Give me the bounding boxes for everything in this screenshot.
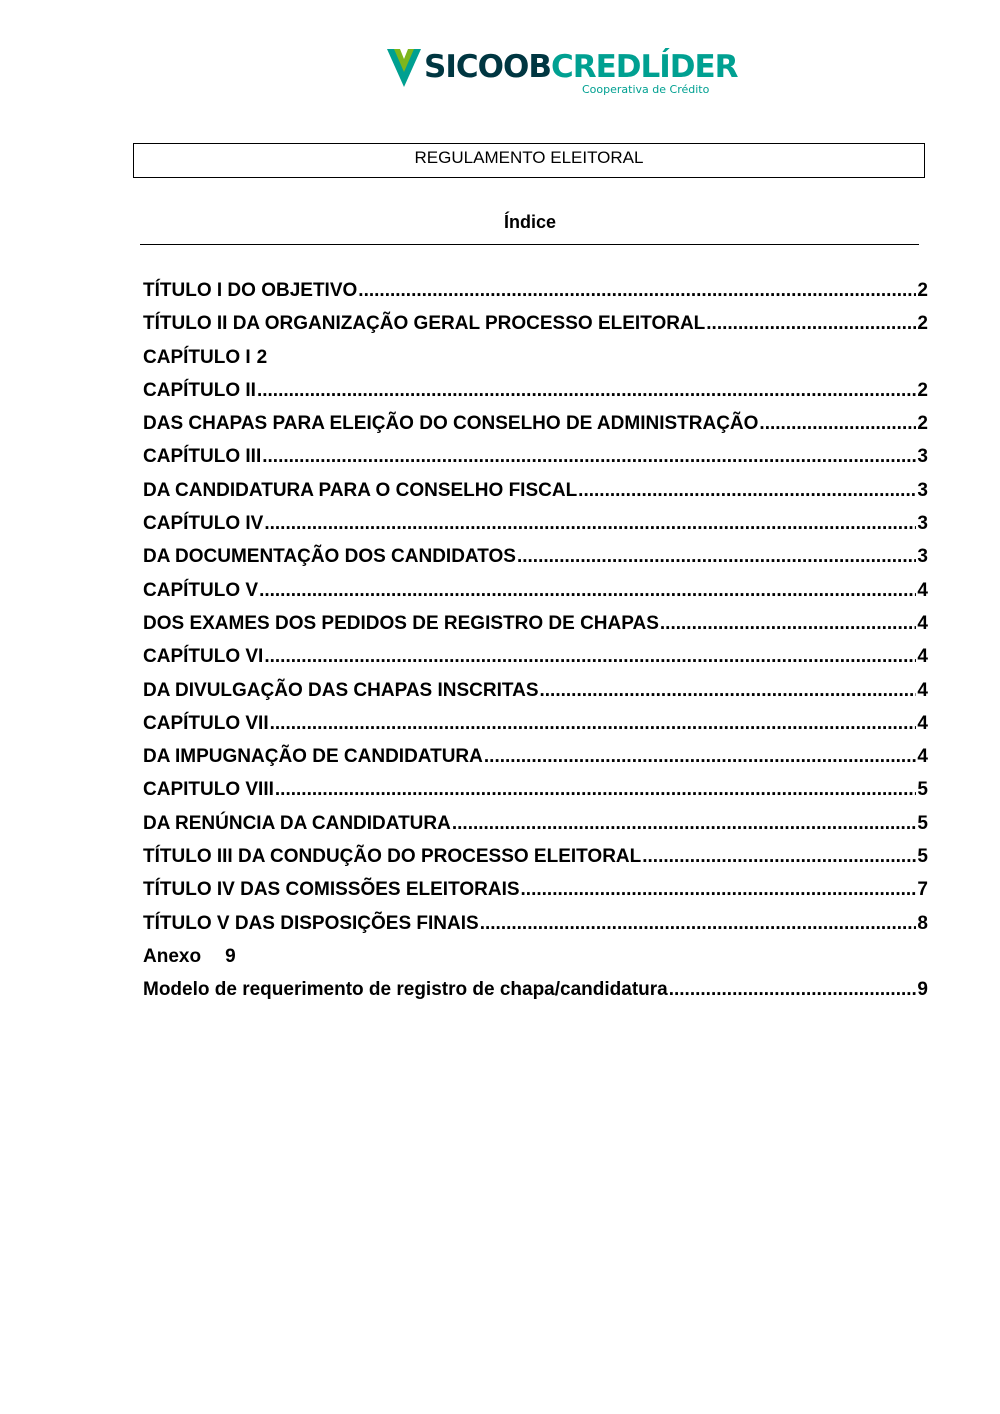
toc-entry-label: TÍTULO I DO OBJETIVO bbox=[143, 280, 358, 301]
toc-entry[interactable] bbox=[143, 907, 928, 940]
toc-entry-label: CAPÍTULO I bbox=[143, 346, 251, 368]
toc-dot-leader bbox=[262, 440, 916, 473]
toc-entry-label: CAPÍTULO VII bbox=[143, 712, 269, 734]
toc-entry[interactable] bbox=[143, 540, 928, 573]
toc-entry[interactable] bbox=[143, 940, 928, 973]
toc-entry[interactable] bbox=[143, 773, 928, 806]
toc-entry[interactable] bbox=[143, 374, 928, 407]
toc-entry-page-number: 2 bbox=[917, 313, 928, 335]
toc-entry-label: CAPITULO VIII bbox=[143, 779, 274, 801]
toc-dot-leader bbox=[578, 474, 916, 507]
toc-entry-page-number: 2 bbox=[917, 413, 928, 435]
toc-dot-leader bbox=[264, 640, 916, 673]
toc-entry[interactable] bbox=[143, 507, 928, 540]
toc-entry-label: TÍTULO V DAS DISPOSIÇÕES FINAIS bbox=[143, 912, 479, 934]
toc-dot-leader bbox=[484, 740, 917, 773]
toc-entry[interactable] bbox=[143, 640, 928, 673]
toc-dot-leader bbox=[540, 674, 917, 707]
toc-dot-leader bbox=[642, 840, 916, 873]
toc-entry-page-number: 4 bbox=[917, 679, 928, 701]
toc-entry[interactable] bbox=[143, 440, 928, 473]
logo-brand-credlider: CREDLÍDER bbox=[550, 49, 738, 85]
toc-dot-leader bbox=[521, 873, 917, 906]
toc-entry-label: CAPÍTULO III bbox=[143, 446, 262, 468]
toc-entry-page-number: 3 bbox=[917, 479, 928, 501]
toc-entry-page-number: 4 bbox=[917, 612, 928, 634]
toc-entry-label: CAPÍTULO VI bbox=[143, 646, 264, 668]
logo-brand-sicoob: SICOOB bbox=[424, 49, 551, 85]
toc-dot-leader bbox=[264, 507, 916, 540]
toc-entry-label: DA DOCUMENTAÇÃO DOS CANDIDATOS bbox=[143, 546, 516, 568]
toc-dot-leader bbox=[358, 274, 916, 307]
toc-entry-label: DA IMPUGNAÇÃO DE CANDIDATURA bbox=[143, 746, 483, 768]
toc-entry[interactable] bbox=[143, 607, 928, 640]
toc-dot-leader bbox=[257, 374, 916, 407]
toc-entry-label: TÍTULO II DA ORGANIZAÇÃO GERAL PROCESSO ELEITORAL bbox=[143, 313, 706, 335]
toc-entry-page-number: 3 bbox=[917, 513, 928, 535]
toc-entry-page-number: 5 bbox=[917, 812, 928, 834]
toc-entry[interactable] bbox=[143, 274, 928, 307]
toc-entry[interactable] bbox=[143, 807, 928, 840]
toc-entry[interactable] bbox=[143, 840, 928, 873]
toc-entry-label: TÍTULO IV DAS COMISSÕES ELEITORAIS bbox=[143, 879, 520, 901]
toc-entry-page-number: 4 bbox=[917, 579, 928, 601]
toc-entry-page-number: 5 bbox=[917, 779, 928, 801]
toc-entry-page-number: 7 bbox=[917, 879, 928, 901]
toc-entry-page-number: 9 bbox=[225, 945, 236, 967]
document-title: REGULAMENTO ELEITORAL bbox=[414, 148, 644, 167]
sicoob-chevron-logo-icon bbox=[386, 47, 422, 91]
toc-dot-leader bbox=[452, 807, 917, 840]
toc-entry-page-number: 8 bbox=[917, 912, 928, 934]
toc-entry-label: DA DIVULGAÇÃO DAS CHAPAS INSCRITAS bbox=[143, 679, 539, 701]
sicoob-credlider-logo bbox=[386, 45, 738, 100]
toc-entry-label: TÍTULO III DA CONDUÇÃO DO PROCESSO ELEITORAL bbox=[143, 846, 642, 868]
toc-dot-leader bbox=[517, 540, 916, 573]
toc-dot-leader bbox=[660, 607, 917, 640]
toc-entry-page-number: 3 bbox=[917, 546, 928, 568]
toc-entry[interactable] bbox=[143, 407, 928, 440]
toc-entry-label: DOS EXAMES DOS PEDIDOS DE REGISTRO DE CHAPAS bbox=[143, 612, 659, 634]
toc-entry-page-number: 2 bbox=[917, 280, 928, 301]
logo-subtitle: Cooperativa de Crédito bbox=[582, 83, 710, 96]
index-divider bbox=[140, 244, 919, 245]
toc-entry-page-number: 4 bbox=[917, 746, 928, 768]
toc-entry[interactable] bbox=[143, 973, 928, 1006]
toc-dot-leader bbox=[706, 307, 916, 340]
toc-dot-leader bbox=[480, 907, 917, 940]
toc-entry-page-number: 4 bbox=[917, 712, 928, 734]
toc-entry-label: Modelo de requerimento de registro de chapa/candidatura bbox=[143, 979, 668, 1001]
toc-entry-page-number: 3 bbox=[917, 446, 928, 468]
toc-entry-page-number: 4 bbox=[917, 646, 928, 668]
toc-entry-label: CAPÍTULO II bbox=[143, 379, 256, 401]
toc-dot-leader bbox=[275, 773, 917, 806]
toc-entry[interactable] bbox=[143, 474, 928, 507]
toc-entry[interactable] bbox=[143, 574, 928, 607]
toc-entry[interactable] bbox=[143, 307, 928, 340]
toc-entry[interactable] bbox=[143, 873, 928, 906]
toc-entry-label: DA RENÚNCIA DA CANDIDATURA bbox=[143, 812, 451, 834]
toc-entry-page-number: 9 bbox=[917, 979, 928, 1001]
toc-entry[interactable] bbox=[143, 707, 928, 740]
toc-dot-leader bbox=[259, 574, 916, 607]
toc-entry-label: CAPÍTULO V bbox=[143, 579, 259, 601]
index-heading: Índice bbox=[503, 212, 556, 232]
toc-entry-label: Anexo bbox=[143, 945, 202, 967]
document-title-box bbox=[133, 143, 925, 178]
toc-entry[interactable] bbox=[143, 341, 928, 374]
toc-dot-leader bbox=[759, 407, 916, 440]
toc-entry[interactable] bbox=[143, 674, 928, 707]
toc-entry[interactable] bbox=[143, 740, 928, 773]
toc-dot-leader bbox=[669, 973, 917, 1006]
toc-entry-page-number: 2 bbox=[917, 379, 928, 401]
toc-entry-page-number: 5 bbox=[917, 846, 928, 868]
toc-entry-label: DAS CHAPAS PARA ELEIÇÃO DO CONSELHO DE ADMINISTRAÇÃO bbox=[143, 413, 759, 435]
toc-entry-label: CAPÍTULO IV bbox=[143, 513, 264, 535]
toc-entry-label: DA CANDIDATURA PARA O CONSELHO FISCAL bbox=[143, 479, 578, 501]
table-of-contents bbox=[143, 274, 928, 1007]
toc-dot-leader bbox=[270, 707, 917, 740]
toc-entry-page-number: 2 bbox=[256, 346, 268, 368]
